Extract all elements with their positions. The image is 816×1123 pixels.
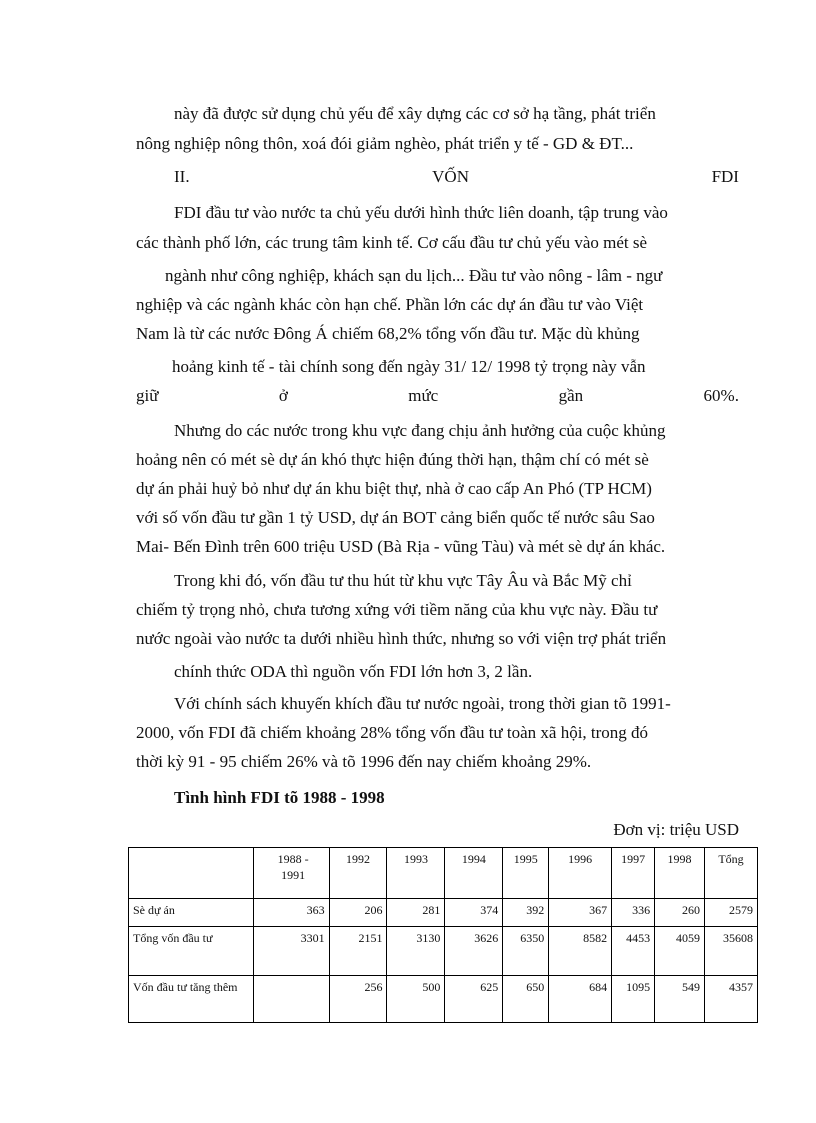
table-row (129, 976, 758, 1023)
text-line (172, 356, 646, 378)
text-line (136, 751, 591, 773)
text-content: ngành như công nghiệp, khách sạn du lịch... Đầu tư vào nông - lâm - ngư (165, 266, 663, 285)
table-cell: 6350 (503, 927, 549, 976)
table-cell: 625 (445, 976, 503, 1023)
heading-word: VỐN (432, 167, 469, 186)
table-cell: 392 (503, 899, 549, 927)
row-label: Vốn đầu tư tăng thêm (129, 976, 254, 1023)
text-content: thời kỳ 91 - 95 chiếm 26% và tõ 1996 đến nay chiếm khoảng 29%. (136, 752, 592, 771)
text-content: nông nghiệp nông thôn, xoá đói giảm nghèo, phát triển y tế - GD & ĐT... (136, 134, 634, 153)
table-cell: 3301 (253, 927, 329, 976)
table-cell: 35608 (705, 927, 758, 976)
text-content: nước ngoài vào nước ta dưới nhiều hình thức, nhưng so với viện trợ phát triển (136, 629, 667, 648)
text-line (136, 133, 633, 155)
table-cell: 2579 (705, 899, 758, 927)
word: mức (408, 386, 439, 405)
table-cell: 650 (503, 976, 549, 1023)
table-cell: 8582 (549, 927, 612, 976)
text-line (136, 722, 648, 744)
table-cell: 281 (387, 899, 445, 927)
word: ở (278, 386, 288, 405)
table-cell: 3626 (445, 927, 503, 976)
table-cell: 2151 (329, 927, 387, 976)
table-cell: 256 (329, 976, 387, 1023)
text-line (136, 628, 666, 650)
table-cell: 4453 (612, 927, 655, 976)
text-content: FDI đầu tư vào nước ta chủ yếu dưới hình thức liên doanh, tập trung vào (174, 203, 668, 222)
text-line (174, 661, 532, 683)
word: giữ (136, 386, 159, 405)
text-content: Trong khi đó, vốn đầu tư thu hút từ khu vực Tây Âu và Bắc Mỹ chỉ (174, 571, 632, 590)
text-line (136, 232, 647, 254)
text-content: 2000, vốn FDI đã chiếm khoảng 28% tổng vốn đầu tư toàn xã hội, trong đó (136, 723, 649, 742)
text-line (136, 507, 655, 529)
table-cell: 684 (549, 976, 612, 1023)
table-title: Tình hình FDI tõ 1988 - 1998 (174, 788, 385, 807)
header-cell (129, 848, 254, 899)
text-content: chiếm tỷ trọng nhỏ, chưa tương xứng với tiềm năng của khu vực này. Đầu tư (136, 600, 658, 619)
header-cell: 1997 (612, 848, 655, 899)
header-cell: 1992 (329, 848, 387, 899)
text-content: nghiệp và các ngành khác còn hạn chế. Phần lớn các dự án đầu tư vào Việt (136, 295, 644, 314)
text-line (136, 449, 649, 471)
text-content: Với chính sách khuyến khích đầu tư nước ngoài, trong thời gian tõ 1991- (174, 694, 671, 713)
text-line (174, 693, 671, 715)
text-line (136, 323, 640, 345)
text-content: hoảng nên có mét sè dự án khó thực hiện đúng thời hạn, thậm chí có mét sè (136, 450, 649, 469)
text-line (136, 599, 657, 621)
table-cell: 500 (387, 976, 445, 1023)
text-content: với số vốn đầu tư gần 1 tỷ USD, dự án BOT cảng biển quốc tế nước sâu Sao (136, 508, 655, 527)
header-cell: Tổng (705, 848, 758, 899)
header-cell: 1993 (387, 848, 445, 899)
heading-number: II. (174, 167, 190, 186)
row-label: Tổng vốn đầu tư (129, 927, 254, 976)
text-content: các thành phố lớn, các trung tâm kinh tế. Cơ cấu đầu tư chủ yếu vào mét sè (136, 233, 648, 252)
table-unit: Đơn vị: triệu USD (613, 820, 739, 839)
text-line (174, 420, 666, 442)
table-cell: 367 (549, 899, 612, 927)
text-line (136, 478, 652, 500)
section-heading (174, 166, 739, 188)
table-row (129, 927, 758, 976)
header-cell: 1988 - 1991 (253, 848, 329, 899)
table-header-row (129, 848, 758, 899)
table-cell: 336 (612, 899, 655, 927)
header-cell: 1996 (549, 848, 612, 899)
row-label: Sè dự án (129, 899, 254, 927)
table-cell: 206 (329, 899, 387, 927)
table-row (129, 899, 758, 927)
word: gần (558, 386, 584, 405)
text-line (165, 265, 662, 287)
table-cell: 1095 (612, 976, 655, 1023)
text-content: dự án phải huỷ bỏ như dự án khu biệt thự, nhà ở cao cấp An Phó (TP HCM) (136, 479, 652, 498)
text-content: này đã được sử dụng chủ yếu để xây dựng các cơ sở hạ tầng, phát triển (174, 104, 656, 123)
table-cell: 374 (445, 899, 503, 927)
text-content: Mai- Bến Đình trên 600 triệu USD (Bà Rịa - vũng Tàu) và mét sè dự án khác. (136, 537, 666, 556)
text-content: Nam là từ các nước Đông Á chiếm 68,2% tổng vốn đầu tư. Mặc dù khủng (136, 324, 640, 343)
text-content: Nhưng do các nước trong khu vực đang chịu ảnh hưởng của cuộc khủng (174, 421, 666, 440)
table-cell: 4059 (655, 927, 705, 976)
table-cell: 4357 (705, 976, 758, 1023)
text-line (136, 385, 739, 407)
text-line (136, 294, 643, 316)
table-cell: 549 (655, 976, 705, 1023)
text-content: hoảng kinh tế - tài chính song đến ngày 31/ 12/ 1998 tỷ trọng này vẫn (172, 357, 646, 376)
heading-fdi: FDI (711, 167, 739, 186)
table-cell: 363 (253, 899, 329, 927)
text-line (136, 536, 665, 558)
text-line (174, 202, 668, 224)
text-line (174, 103, 739, 125)
word: 60%. (703, 386, 739, 405)
header-cell: 1994 (445, 848, 503, 899)
fdi-table (128, 847, 758, 1023)
text-line (174, 570, 632, 592)
header-cell: 1995 (503, 848, 549, 899)
table-cell (253, 976, 329, 1023)
text-content: chính thức ODA thì nguồn vốn FDI lớn hơn 3, 2 lần. (174, 662, 533, 681)
header-cell: 1998 (655, 848, 705, 899)
table-cell: 3130 (387, 927, 445, 976)
table-cell: 260 (655, 899, 705, 927)
